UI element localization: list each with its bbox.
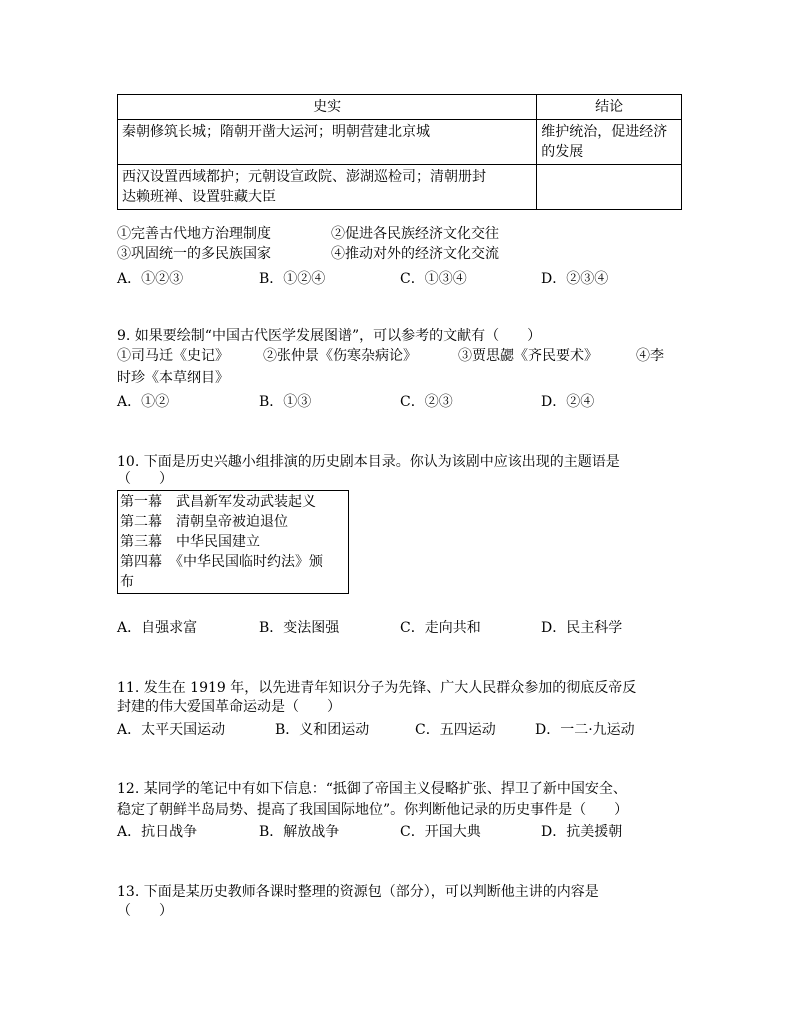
q8-choice-d: D．②③④ bbox=[541, 271, 609, 287]
q11-stem-line2: 封建的伟大爱国革命运动是（ ） bbox=[117, 699, 341, 715]
q10-choice-a: A．自强求富 bbox=[117, 620, 198, 636]
q12-stem-line1: 12. 某同学的笔记中有如下信息：“抵御了帝国主义侵略扩张、捍卫了新中国安全、 bbox=[117, 781, 627, 797]
q9-statement-3: ③贾思勰《齐民要术》 bbox=[458, 348, 598, 364]
q8-choice-b: B．①②④ bbox=[259, 271, 326, 287]
q8-statement-2: ②促进各民族经济文化交往 bbox=[331, 226, 499, 242]
q9-choice-d: D．②④ bbox=[541, 394, 595, 410]
table-header-fact: 史实 bbox=[118, 95, 537, 120]
q8-statement-4: ④推动对外的经济文化交流 bbox=[331, 246, 499, 262]
q10-stem-line2: （ ） bbox=[117, 471, 173, 487]
q9-choice-a: A．①② bbox=[117, 394, 170, 410]
script-act-4b: 布 bbox=[120, 574, 134, 590]
fact-line: 西汉设置西域都护；元朝设宣政院、澎湖巡检司；清朝册封 bbox=[122, 169, 486, 185]
q10-choice-d: D．民主科学 bbox=[541, 620, 623, 636]
table-row bbox=[118, 165, 682, 210]
q13-stem-line2: （ ） bbox=[117, 903, 173, 919]
table-cell-conclusion-blank bbox=[537, 165, 682, 210]
q12-choice-c: C．开国大典 bbox=[400, 824, 481, 840]
q10-stem-line1: 10. 下面是历史兴趣小组排演的历史剧本目录。你认为该剧中应该出现的主题语是 bbox=[117, 454, 620, 470]
q9-statement-4b: 时珍《本草纲目》 bbox=[117, 370, 229, 386]
q11-choice-c: C．五四运动 bbox=[415, 722, 496, 738]
q11-choice-d: D．一二·九运动 bbox=[535, 722, 635, 738]
fact-line: 达赖班禅、设置驻藏大臣 bbox=[122, 189, 276, 205]
table-cell-fact bbox=[118, 165, 537, 210]
q11-stem-line1: 11. 发生在 1919 年，以先进青年知识分子为先锋、广大人民群众参加的彻底反帝反 bbox=[117, 680, 637, 696]
q12-stem-line2: 稳定了朝鲜半岛局势、提高了我国国际地位”。你判断他记录的历史事件是（ ） bbox=[117, 802, 629, 818]
q12-choice-d: D．抗美援朝 bbox=[541, 824, 623, 840]
conclusion-line: 维护统治，促进经济 bbox=[541, 124, 668, 140]
q9-choice-c: C．②③ bbox=[400, 394, 453, 410]
script-act-4a: 第四幕 《中华民国临时约法》颁 bbox=[120, 554, 323, 570]
q12-choice-a: A．抗日战争 bbox=[117, 824, 198, 840]
table-header-conclusion: 结论 bbox=[537, 95, 682, 120]
script-act-2: 第二幕 清朝皇帝被迫退位 bbox=[120, 514, 288, 530]
conclusion-line: 的发展 bbox=[541, 144, 584, 160]
q9-statement-1: ①司马迁《史记》 bbox=[117, 348, 229, 364]
q11-choice-b: B．义和团运动 bbox=[275, 722, 370, 738]
table-header-row bbox=[118, 95, 682, 120]
q8-choice-a: A．①②③ bbox=[117, 271, 184, 287]
script-act-3: 第三幕 中华民国建立 bbox=[120, 534, 260, 550]
q11-choice-a: A．太平天国运动 bbox=[117, 722, 226, 738]
q8-choice-c: C．①③④ bbox=[400, 271, 467, 287]
table-cell-fact: 秦朝修筑长城；隋朝开凿大运河；明朝营建北京城 bbox=[118, 120, 537, 165]
q9-statement-4a: ④李 bbox=[636, 348, 664, 364]
script-act-1: 第一幕 武昌新军发动武装起义 bbox=[120, 494, 316, 510]
q10-choice-c: C．走向共和 bbox=[400, 620, 481, 636]
q10-choice-b: B．变法图强 bbox=[259, 620, 340, 636]
table-cell-conclusion bbox=[537, 120, 682, 165]
q12-choice-b: B．解放战争 bbox=[259, 824, 340, 840]
facts-table bbox=[117, 94, 682, 210]
q9-stem: 9. 如果要绘制“中国古代医学发展图谱”，可以参考的文献有（ ） bbox=[117, 328, 542, 344]
table-row bbox=[118, 120, 682, 165]
q8-statement-3: ③巩固统一的多民族国家 bbox=[117, 246, 271, 262]
q9-choice-b: B．①③ bbox=[259, 394, 312, 410]
q13-stem-line1: 13. 下面是某历史教师各课时整理的资源包（部分），可以判断他主讲的内容是 bbox=[117, 884, 599, 900]
q9-statement-2: ②张仲景《伤寒杂病论》 bbox=[263, 348, 417, 364]
script-contents-box bbox=[117, 490, 349, 594]
q8-statement-1: ①完善古代地方治理制度 bbox=[117, 226, 271, 242]
